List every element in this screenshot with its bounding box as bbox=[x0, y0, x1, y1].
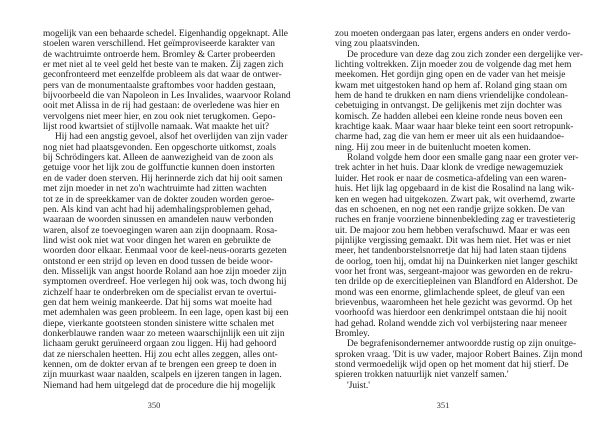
text-line: kennen, om de dokter ervan af te brengen een greep te doen in bbox=[43, 360, 277, 370]
text-line: bij Schrödingers kat. Alleen de aanwezigheid van de zoon als bbox=[43, 153, 274, 164]
text-line: bijvoorbeeld die van Napoleon in Les Invalides, waarvoor Roland bbox=[43, 91, 291, 102]
text-line: ontstond er een strijd op leven en dood tussen de beide woor- bbox=[43, 256, 273, 267]
text-line: symptomen overdreef. Hoe verlegen hij ook was, toch dwong hij bbox=[43, 277, 287, 288]
text-line: er met niet al te veel geld het beste van te maken. Zij zagen zich bbox=[43, 60, 284, 71]
text-line: lind wist ook niet wat voor dingen het waren en gebruikte de bbox=[43, 235, 271, 246]
right-page-number: 351 bbox=[436, 400, 450, 410]
text-line: de wachtruimte ontroerde hem. Bromley & Carter probeerden bbox=[43, 49, 276, 60]
left-page-body-text bbox=[43, 29, 291, 391]
text-line: woorden door elkaar. Eenmaal voor de keel-neus-oorarts gezeten bbox=[43, 246, 287, 257]
text-line: Niemand had hem uitgelegd dat de procedure die hij mogelijk bbox=[43, 380, 276, 391]
text-line: voor het front was, sergeant-majoor was geworden en de rekru- bbox=[335, 266, 573, 277]
text-line: getuige voor het lijk zou de golffunctie kunnen doen instorten bbox=[43, 163, 275, 174]
text-line: meekomen. Het gordijn ging open en de vader van het meisje bbox=[335, 70, 566, 81]
text-line: ooit met Alissa in de rij had gestaan: de overledene was hier en bbox=[43, 101, 280, 112]
text-line: meer, het tandenborstelsnorretje dat hij had laten staan tijdens bbox=[335, 246, 567, 257]
text-line: zijn muurkast waar naalden, scalpels en ijzeren tangen in lagen. bbox=[43, 370, 282, 381]
text-line: tot ze in de spreekkamer van de dokter zouden worden geroe- bbox=[43, 194, 275, 205]
text-line: charme had, zag die van hem er meer uit als een huidaandoe- bbox=[335, 132, 565, 143]
text-line: stond vermoedelijk wijd open op het moment dat hij stierf. De bbox=[335, 360, 569, 370]
text-line: lijst rood kwartsiet of stijlvolle namaak. Wat maakte het uit? bbox=[43, 122, 270, 133]
text-line: lichting voltrekken. Zijn moeder zou de volgende dag met hem bbox=[335, 60, 572, 71]
text-line: stoelen waren verschillend. Het geïmproviseerde karakter van bbox=[43, 39, 275, 50]
text-line: Hij had een angstig gevoel, alsof het overlijden van zijn vader bbox=[55, 132, 288, 143]
text-line: waren, alsof ze toevoegingen waren aan zijn doopnaam. Rosa- bbox=[43, 225, 278, 236]
text-line: brievenbus, waaromheen het hele gezicht was gevormd. Op het bbox=[335, 297, 573, 308]
text-line: zichzelf haar te onderbreken om de specialist ervan te overtui- bbox=[43, 287, 277, 298]
text-line: spieren trokken natuurlijk niet vanzelf samen.' bbox=[335, 370, 509, 381]
text-line: pijnlijke vergissing gemaakt. Dit was hem niet. Het was er niet bbox=[335, 235, 571, 246]
text-line: uit. De majoor zou hem hebben verafschuwd. Maar er was een bbox=[335, 225, 570, 236]
text-line: met ademhalen was geen probleem. In een lage, open kast bij een bbox=[43, 308, 289, 319]
text-line: pen. Als kind van acht had hij ademhalingsproblemen gehad, bbox=[43, 204, 272, 215]
text-line: 'Juist.' bbox=[347, 380, 370, 391]
text-line: luider. Het rook er naar de cosmetica-afdeling van een waren- bbox=[335, 173, 567, 184]
text-line: ken en wegen had uitgekozen. Zwart pak, wit overhemd, zwarte bbox=[335, 194, 576, 205]
text-line: sproken vraag. 'Dit is uw vader, majoor Robert Baines. Zijn mond bbox=[335, 349, 583, 360]
text-line: Roland volgde hem door een smalle gang naar een groter ver- bbox=[347, 153, 579, 164]
text-line: ning. Hij zou meer in de buitenlucht moeten komen. bbox=[335, 142, 531, 153]
text-line: cebetuiging in ontvangst. De gelijkenis met zijn dochter was bbox=[335, 101, 562, 112]
text-line: krachtige kaak. Maar waar haar bleke teint een soort retropunk- bbox=[335, 122, 574, 133]
text-line: vervolgens niet meer hier, en zou ook niet terugkomen. Gepo- bbox=[43, 111, 276, 122]
text-line: dat ze nierschalen heetten. Hij zou echt alles zeggen, alles ont- bbox=[43, 349, 278, 360]
text-line: De begrafenisondernemer antwoordde rustig op zijn onuitge- bbox=[347, 339, 577, 350]
text-line: geconfronteerd met eenzelfde probleem als dat waar de ontwer- bbox=[43, 70, 282, 81]
text-line: De procedure van deze dag zou zich zonder een dergelijke ver- bbox=[347, 49, 583, 60]
text-line: ruches en franje voorziene binnenbekleding zag er travestieterig bbox=[335, 215, 576, 226]
text-line: kwam met uitgestoken hand op hem af. Roland ging staan om bbox=[335, 80, 567, 91]
right-page-body-text bbox=[335, 29, 583, 391]
text-line: zou moeten ondergaan pas later, ergens anders en onder verdo- bbox=[335, 29, 571, 39]
text-line: en de vader doen sterven. Hij herinnerde zich dat hij ooit samen bbox=[43, 173, 283, 184]
text-line: donkerblauwe randen waar zo meteen waarschijnlijk een uit zijn bbox=[43, 328, 285, 339]
text-line: pers van de monumentaalste graftombes voor hadden gestaan, bbox=[43, 80, 276, 91]
right-page bbox=[300, 0, 600, 440]
text-line: hem de hand te drukken en nam diens vriendelijke condolean- bbox=[335, 91, 568, 102]
text-line: mond was een enorme, glimlachende spleet, de gleuf van een bbox=[335, 287, 565, 298]
text-line: ving zou plaatsvinden. bbox=[335, 39, 420, 50]
text-line: huis. Het lijk lag opgebaard in de kist die Rosalind na lang wik- bbox=[335, 184, 575, 195]
text-line: had gehad. Roland wendde zich vol verbijstering naar meneer bbox=[335, 318, 567, 329]
text-line: den. Misselijk van angst hoorde Roland aan hoe zijn moeder zijn bbox=[43, 266, 287, 277]
text-line: lichaam gerukt geruïneerd orgaan zou liggen. Hij had gehoord bbox=[43, 339, 277, 350]
text-line: voorhoofd was hierdoor een denkrimpel ontstaan die hij nooit bbox=[335, 308, 567, 319]
text-line: de oorlog, toen hij, omdat hij na Duinkerken niet langer geschikt bbox=[335, 256, 578, 267]
left-page-number: 350 bbox=[147, 400, 161, 410]
text-line: mogelijk van een behaarde schedel. Eigenhandig opgeknapt. Alle bbox=[43, 29, 288, 39]
text-line: nog niet had plaatsgevonden. Een opgeschorte uitkomst, zoals bbox=[43, 142, 277, 153]
text-line: das en schoenen, en nog net een randje grijze sokken. De van bbox=[335, 204, 565, 215]
text-line: ten drilde op de exercitiepleinen van Blandford en Aldershot. De bbox=[335, 277, 578, 288]
text-line: trek achter in het huis. Daar klonk de vredige newagemuziek bbox=[335, 163, 564, 174]
text-line: komisch. Ze hadden allebei een kleine ronde neus boven een bbox=[335, 111, 563, 122]
text-line: waaraan de woorden sinussen en amandelen nauw verbonden bbox=[43, 215, 274, 226]
text-line: diepe, vierkante gootsteen stonden sinistere witte schalen met bbox=[43, 318, 275, 329]
text-line: Bromley. bbox=[335, 328, 370, 339]
text-line: gen dat hem weinig mankeerde. Dat hij soms wat moeite had bbox=[43, 297, 272, 308]
text-line: met zijn moeder in net zo'n wachtruimte had zitten wachten bbox=[43, 184, 267, 195]
